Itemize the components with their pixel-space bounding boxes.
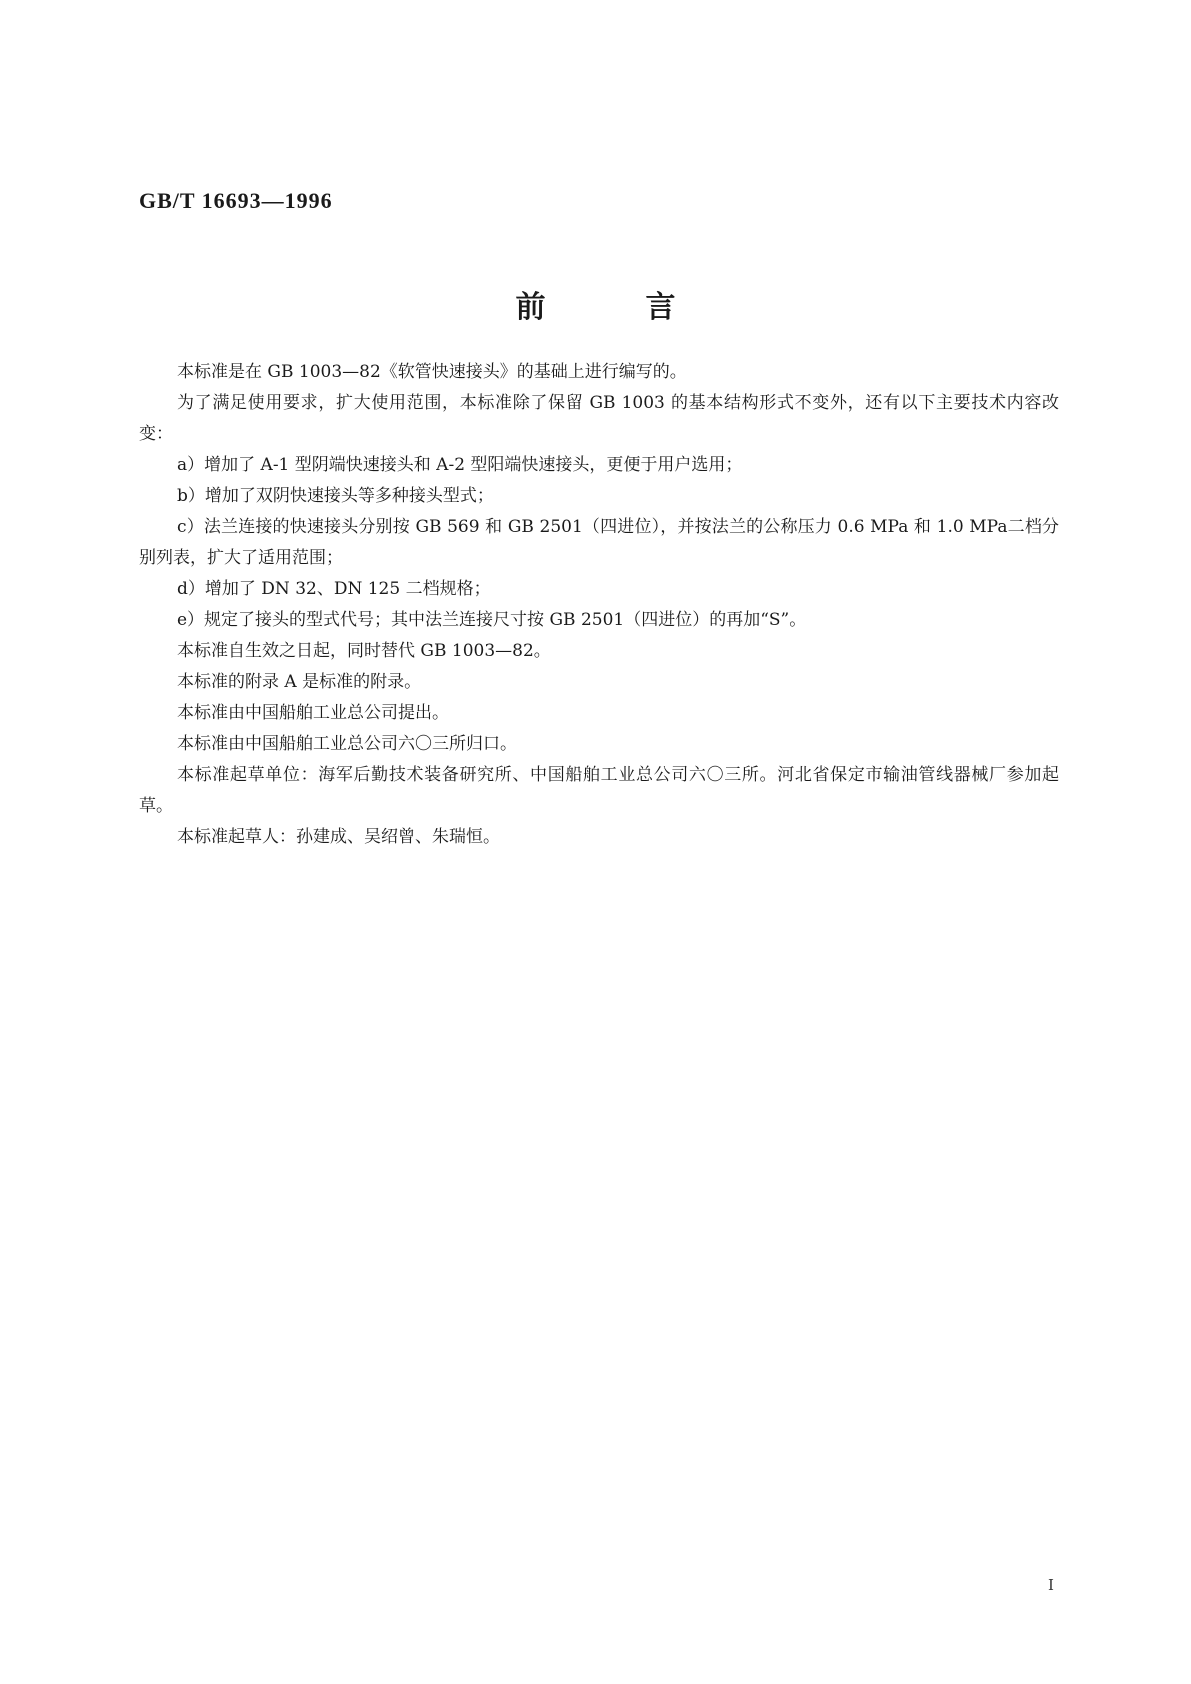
list-item-a: a）增加了 A-1 型阴端快速接头和 A-2 型阳端快速接头，更便于用户选用； bbox=[177, 455, 743, 475]
paragraph-intro: 本标准是在 GB 1003—82《软管快速接头》的基础上进行编写的。 bbox=[177, 362, 687, 382]
title-char-2: 言 bbox=[645, 290, 676, 325]
list-item-b: b）增加了双阴快速接头等多种接头型式； bbox=[177, 486, 494, 506]
standard-code: GB/T 16693—1996 bbox=[139, 188, 333, 213]
paragraph-appendix: 本标准的附录 A 是标准的附录。 bbox=[177, 672, 422, 692]
paragraph-changes: 为了满足使用要求，扩大使用范围，本标准除了保留 GB 1003 的基本结构形式不变外，还有以下主要技术内容改变： bbox=[139, 393, 1059, 444]
page-number: I bbox=[1048, 1576, 1054, 1594]
paragraph-proposed-by: 本标准由中国船舶工业总公司提出。 bbox=[177, 703, 449, 723]
paragraph-drafting-units: 本标准起草单位：海军后勤技术装备研究所、中国船舶工业总公司六〇三所。河北省保定市输油管线器械厂参加起草。 bbox=[139, 765, 1059, 816]
list-item-d: d）增加了 DN 32、DN 125 二档规格； bbox=[177, 579, 491, 599]
page-title bbox=[0, 282, 1191, 326]
paragraph-replaces: 本标准自生效之日起，同时替代 GB 1003—82。 bbox=[177, 641, 551, 661]
title-char-1: 前 bbox=[515, 290, 546, 325]
list-item-c: c）法兰连接的快速接头分别按 GB 569 和 GB 2501（四进位），并按法兰的公称压力 0.6 MPa 和 1.0 MPa二档分别列表，扩大了适用范围； bbox=[139, 517, 1059, 568]
list-item-e: e）规定了接头的型式代号；其中法兰连接尺寸按 GB 2501（四进位）的再加“S”。 bbox=[177, 610, 807, 630]
paragraph-drafters: 本标准起草人：孙建成、吴绍曾、朱瑞恒。 bbox=[177, 827, 500, 847]
preface-body bbox=[139, 357, 1059, 853]
paragraph-centralized-by: 本标准由中国船舶工业总公司六〇三所归口。 bbox=[177, 734, 517, 754]
